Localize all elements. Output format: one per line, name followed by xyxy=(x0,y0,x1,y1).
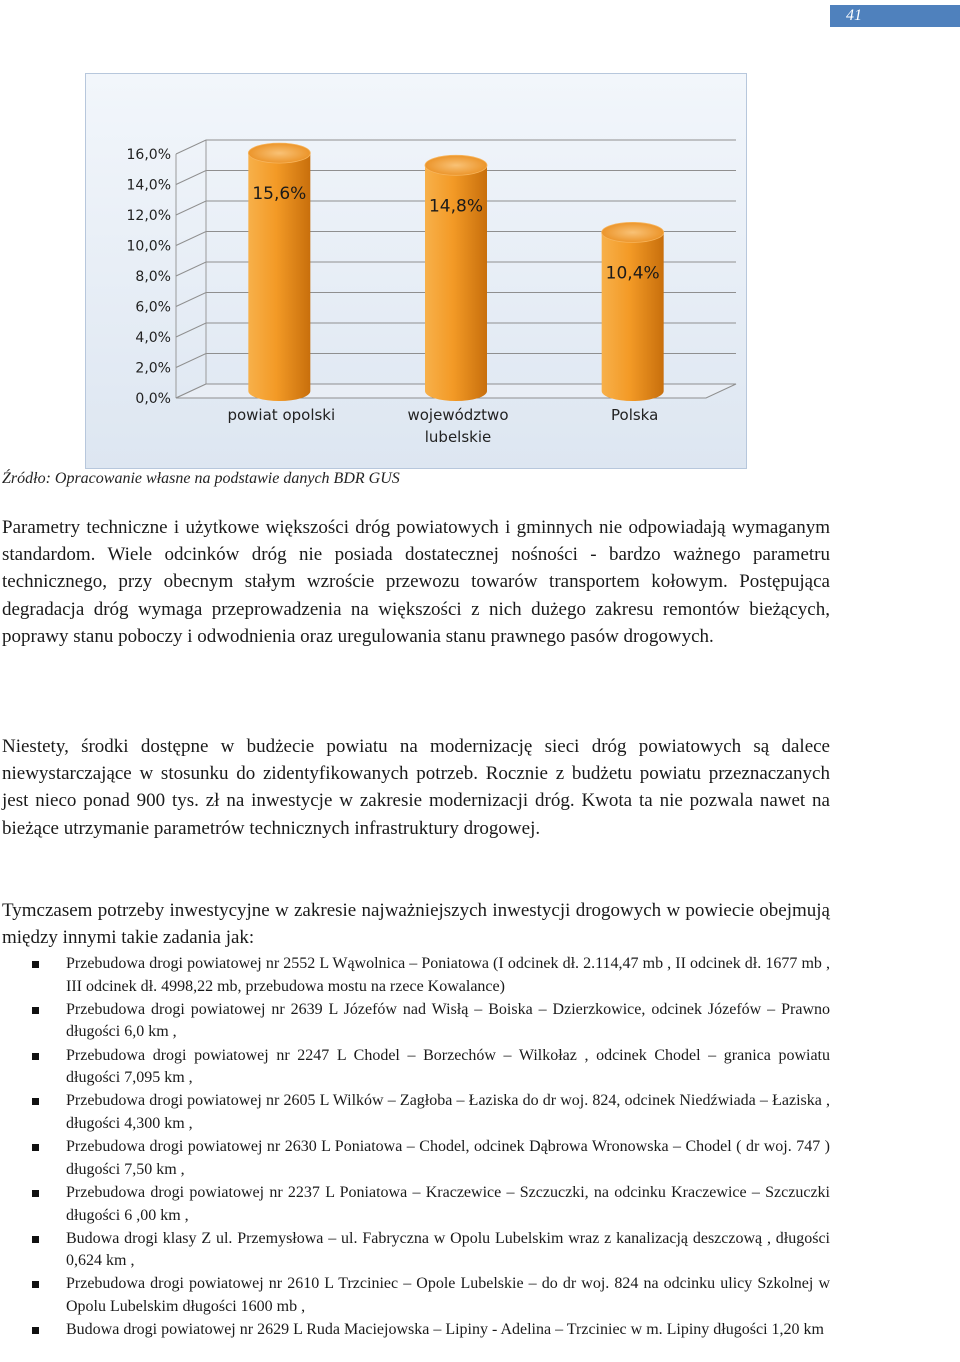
list-item: Przebudowa drogi powiatowej nr 2630 L Poniatowa – Chodel, odcinek Dąbrowa Wronowska – Chodel ( dr woj. 747 ) długości 7,50 km , xyxy=(0,1136,830,1181)
y-tick-label: 2,0% xyxy=(135,360,171,377)
source-note: Źródło: Opracowanie własne na podstawie danych BDR GUS xyxy=(2,470,400,487)
bar-body xyxy=(602,232,664,401)
x-tick-label: powiat opolski xyxy=(227,406,336,424)
y-tick-label: 8,0% xyxy=(135,269,171,285)
list-item: Przebudowa drogi powiatowej nr 2610 L Trzciniec – Opole Lubelskie – do dr woj. 824 na odcinku ulicy Szkolnej w Opolu Lubelskim długości 1600 mb , xyxy=(0,1273,830,1318)
list-item: Przebudowa drogi powiatowej nr 2552 L Wąwolnica – Poniatowa (I odcinek dł. 2.114,47 mb , II odcinek dł. 1677 mb , III odcinek dł. 4998,22 mb, przebudowa mostu na rzece Kowalance) xyxy=(0,953,830,998)
list-item: Przebudowa drogi powiatowej nr 2605 L Wilków – Zagłoba – Łaziska do dr woj. 824, odcinek Niedźwiada – Łaziska , długości 4,300 km , xyxy=(0,1090,830,1135)
y-tick-label: 16,0% xyxy=(126,147,171,163)
paragraph-2: Niestety, środki dostępne w budżecie powiatu na modernizację sieci dróg powiatowych są dalece niewystarczające w stosunku do zidentyfikowanych potrzeb. Rocznie z budżetu powiatu przeznaczanych jest nieco ponad 900 tys. zł na inwestycje w zakresie modernizacji dróg. Kwota ta nie pozwala nawet na bieżące utrzymanie parametrów technicznych infrastruktury drogowej. xyxy=(2,736,830,839)
bar-top xyxy=(248,143,310,163)
y-tick-label: 12,0% xyxy=(126,208,171,224)
bar xyxy=(602,222,664,401)
chart-svg xyxy=(86,74,746,468)
paragraph-3: Tymczasem potrzeby inwestycyjne w zakresie najważniejszych inwestycji drogowych w powiecie obejmują między innymi takie zadania jak: xyxy=(2,900,830,949)
x-tick-label: Polska xyxy=(611,406,659,424)
y-tick-label: 10,0% xyxy=(126,238,171,255)
bar-top xyxy=(602,222,664,242)
paragraph-1: Parametry techniczne i użytkowe większości dróg powiatowych i gminnych nie odpowiadają wymaganym standardom. Wiele odcinków dróg nie posiada dostatecznej nośności - bardzo ważnego parametru technicznego, przy obecnym stałym wzroście przewozu towarów transportem kołowym. Postępująca degradacja dróg wymaga przeprowadzenia na większości z nich dużego zakresu remontów bieżących, poprawy stanu poboczy i odwodnienia oraz uregulowania stanu prawnego pasów drogowych. xyxy=(2,517,830,647)
list-item: Budowa drogi powiatowej nr 2629 L Ruda Maciejowska – Lipiny - Adelina – Trzciniec w m. Lipiny długości 1,20 km xyxy=(0,1319,830,1342)
y-tick-label: 4,0% xyxy=(135,330,171,346)
bar xyxy=(425,155,487,401)
x-tick-label: województwo xyxy=(407,406,509,424)
y-tick-label: 14,0% xyxy=(126,177,171,194)
list-item: Przebudowa drogi powiatowej nr 2237 L Poniatowa – Kraczewice – Szczuczki, na odcinku Kraczewice – Szczuczki długości 6 ,00 km , xyxy=(0,1182,830,1227)
x-tick-label: lubelskie xyxy=(424,428,492,446)
list-item: Budowa drogi klasy Z ul. Przemysłowa – ul. Fabryczna w Opolu Lubelskim wraz z kanalizacją deszczową , długości 0,624 km , xyxy=(0,1228,830,1273)
bar xyxy=(248,143,310,401)
list-item: Przebudowa drogi powiatowej nr 2639 L Józefów nad Wisłą – Boiska – Dzierzkowice, odcinek Józefów – Prawno długości 6,0 km , xyxy=(0,999,830,1044)
data-label: 15,6% xyxy=(252,184,307,205)
y-tick-label: 0,0% xyxy=(135,391,171,407)
bar-chart xyxy=(85,73,747,469)
investment-list xyxy=(0,953,830,1342)
data-label: 10,4% xyxy=(605,263,660,284)
list-item: Przebudowa drogi powiatowej nr 2247 L Chodel – Borzechów – Wilkołaz , odcinek Chodel – granica powiatu długości 7,095 km , xyxy=(0,1045,830,1090)
page-number: 41 xyxy=(830,5,960,27)
y-tick-label: 6,0% xyxy=(135,299,171,316)
bar-top xyxy=(425,155,487,175)
data-label: 14,8% xyxy=(428,196,484,217)
